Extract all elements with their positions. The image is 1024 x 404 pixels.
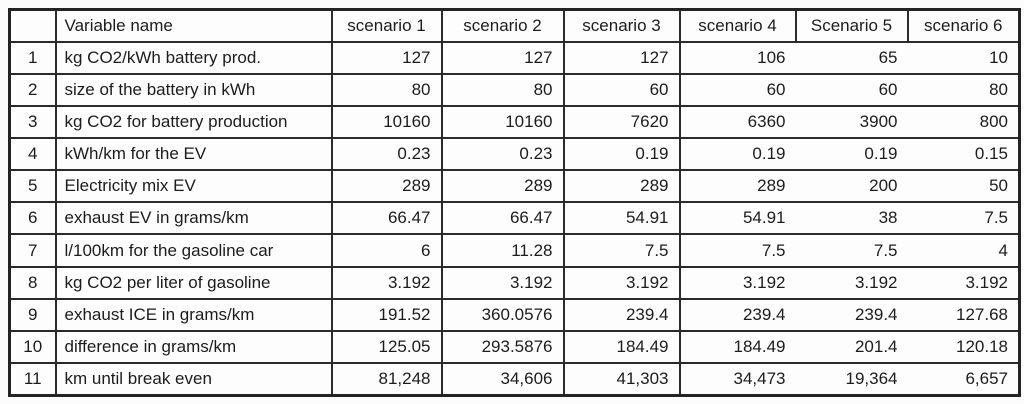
- value-cell-scenario-3: 289: [564, 170, 680, 202]
- variable-name-cell: Electricity mix EV: [56, 170, 332, 202]
- column-header-scenario-6: scenario 6: [908, 10, 1020, 43]
- value-cell-scenario-3: 41,303: [564, 363, 680, 396]
- column-header-variable-name: Variable name: [56, 10, 332, 43]
- value-cell-scenario-5: 201.4: [796, 331, 908, 363]
- value-cell-scenario-4: 60: [680, 74, 796, 106]
- variable-name-cell: kg CO2 for battery production: [56, 106, 332, 138]
- variable-name-cell: kg CO2 per liter of gasoline: [56, 267, 332, 299]
- row-index: 11: [10, 363, 56, 396]
- row-index: 10: [10, 331, 56, 363]
- value-cell-scenario-2: 34,606: [442, 363, 564, 396]
- row-index: 6: [10, 202, 56, 234]
- variable-name-cell: kWh/km for the EV: [56, 138, 332, 170]
- value-cell-scenario-6: 127.68: [908, 299, 1020, 331]
- value-cell-scenario-6: 7.5: [908, 202, 1020, 234]
- table-row: [10, 170, 1020, 202]
- value-cell-scenario-6: 10: [908, 42, 1020, 74]
- value-cell-scenario-6: 800: [908, 106, 1020, 138]
- value-cell-scenario-3: 7620: [564, 106, 680, 138]
- value-cell-scenario-2: 0.23: [442, 138, 564, 170]
- value-cell-scenario-2: 289: [442, 170, 564, 202]
- value-cell-scenario-4: 3.192: [680, 267, 796, 299]
- variable-name-cell: l/100km for the gasoline car: [56, 234, 332, 266]
- value-cell-scenario-6: 120.18: [908, 331, 1020, 363]
- variable-name-cell: exhaust ICE in grams/km: [56, 299, 332, 331]
- value-cell-scenario-1: 3.192: [332, 267, 442, 299]
- value-cell-scenario-4: 34,473: [680, 363, 796, 396]
- value-cell-scenario-5: 65: [796, 42, 908, 74]
- value-cell-scenario-6: 4: [908, 234, 1020, 266]
- value-cell-scenario-2: 360.0576: [442, 299, 564, 331]
- value-cell-scenario-3: 0.19: [564, 138, 680, 170]
- header-row: [10, 10, 1020, 43]
- value-cell-scenario-2: 3.192: [442, 267, 564, 299]
- table-row: [10, 267, 1020, 299]
- value-cell-scenario-1: 6: [332, 234, 442, 266]
- column-header-scenario-2: scenario 2: [442, 10, 564, 43]
- value-cell-scenario-2: 293.5876: [442, 331, 564, 363]
- row-index: 9: [10, 299, 56, 331]
- value-cell-scenario-1: 80: [332, 74, 442, 106]
- value-cell-scenario-1: 10160: [332, 106, 442, 138]
- value-cell-scenario-4: 6360: [680, 106, 796, 138]
- scenario-comparison-table: [8, 8, 1021, 397]
- value-cell-scenario-5: 0.19: [796, 138, 908, 170]
- value-cell-scenario-1: 81,248: [332, 363, 442, 396]
- value-cell-scenario-2: 66.47: [442, 202, 564, 234]
- value-cell-scenario-5: 19,364: [796, 363, 908, 396]
- row-index: 5: [10, 170, 56, 202]
- row-index: 8: [10, 267, 56, 299]
- value-cell-scenario-2: 80: [442, 74, 564, 106]
- variable-name-cell: km until break even: [56, 363, 332, 396]
- value-cell-scenario-5: 3.192: [796, 267, 908, 299]
- value-cell-scenario-3: 60: [564, 74, 680, 106]
- value-cell-scenario-5: 38: [796, 202, 908, 234]
- corner-cell: [10, 10, 56, 43]
- value-cell-scenario-1: 0.23: [332, 138, 442, 170]
- column-header-scenario-1: scenario 1: [332, 10, 442, 43]
- row-index: 1: [10, 42, 56, 74]
- value-cell-scenario-4: 239.4: [680, 299, 796, 331]
- value-cell-scenario-1: 125.05: [332, 331, 442, 363]
- column-header-scenario-5: Scenario 5: [796, 10, 908, 43]
- value-cell-scenario-1: 66.47: [332, 202, 442, 234]
- value-cell-scenario-2: 10160: [442, 106, 564, 138]
- value-cell-scenario-6: 50: [908, 170, 1020, 202]
- table-row: [10, 42, 1020, 74]
- value-cell-scenario-4: 106: [680, 42, 796, 74]
- value-cell-scenario-1: 191.52: [332, 299, 442, 331]
- value-cell-scenario-5: 200: [796, 170, 908, 202]
- table-row: [10, 138, 1020, 170]
- table-body: [10, 42, 1020, 396]
- value-cell-scenario-1: 289: [332, 170, 442, 202]
- value-cell-scenario-5: 3900: [796, 106, 908, 138]
- value-cell-scenario-6: 0.15: [908, 138, 1020, 170]
- value-cell-scenario-3: 7.5: [564, 234, 680, 266]
- variable-name-cell: kg CO2/kWh battery prod.: [56, 42, 332, 74]
- variable-name-cell: exhaust EV in grams/km: [56, 202, 332, 234]
- value-cell-scenario-4: 0.19: [680, 138, 796, 170]
- value-cell-scenario-5: 60: [796, 74, 908, 106]
- row-index: 3: [10, 106, 56, 138]
- value-cell-scenario-3: 54.91: [564, 202, 680, 234]
- column-header-scenario-4: scenario 4: [680, 10, 796, 43]
- row-index: 2: [10, 74, 56, 106]
- variable-name-cell: size of the battery in kWh: [56, 74, 332, 106]
- table-row: [10, 299, 1020, 331]
- row-index: 4: [10, 138, 56, 170]
- value-cell-scenario-2: 11.28: [442, 234, 564, 266]
- value-cell-scenario-5: 7.5: [796, 234, 908, 266]
- row-index: 7: [10, 234, 56, 266]
- variable-name-cell: difference in grams/km: [56, 331, 332, 363]
- value-cell-scenario-2: 127: [442, 42, 564, 74]
- value-cell-scenario-3: 239.4: [564, 299, 680, 331]
- value-cell-scenario-6: 6,657: [908, 363, 1020, 396]
- value-cell-scenario-3: 3.192: [564, 267, 680, 299]
- value-cell-scenario-4: 184.49: [680, 331, 796, 363]
- value-cell-scenario-3: 127: [564, 42, 680, 74]
- value-cell-scenario-4: 289: [680, 170, 796, 202]
- value-cell-scenario-4: 54.91: [680, 202, 796, 234]
- value-cell-scenario-1: 127: [332, 42, 442, 74]
- table-row: [10, 74, 1020, 106]
- table-row: [10, 234, 1020, 266]
- table-row: [10, 202, 1020, 234]
- table-row: [10, 106, 1020, 138]
- column-header-scenario-3: scenario 3: [564, 10, 680, 43]
- value-cell-scenario-6: 80: [908, 74, 1020, 106]
- table-row: [10, 331, 1020, 363]
- value-cell-scenario-3: 184.49: [564, 331, 680, 363]
- table-row: [10, 363, 1020, 396]
- value-cell-scenario-4: 7.5: [680, 234, 796, 266]
- value-cell-scenario-6: 3.192: [908, 267, 1020, 299]
- value-cell-scenario-5: 239.4: [796, 299, 908, 331]
